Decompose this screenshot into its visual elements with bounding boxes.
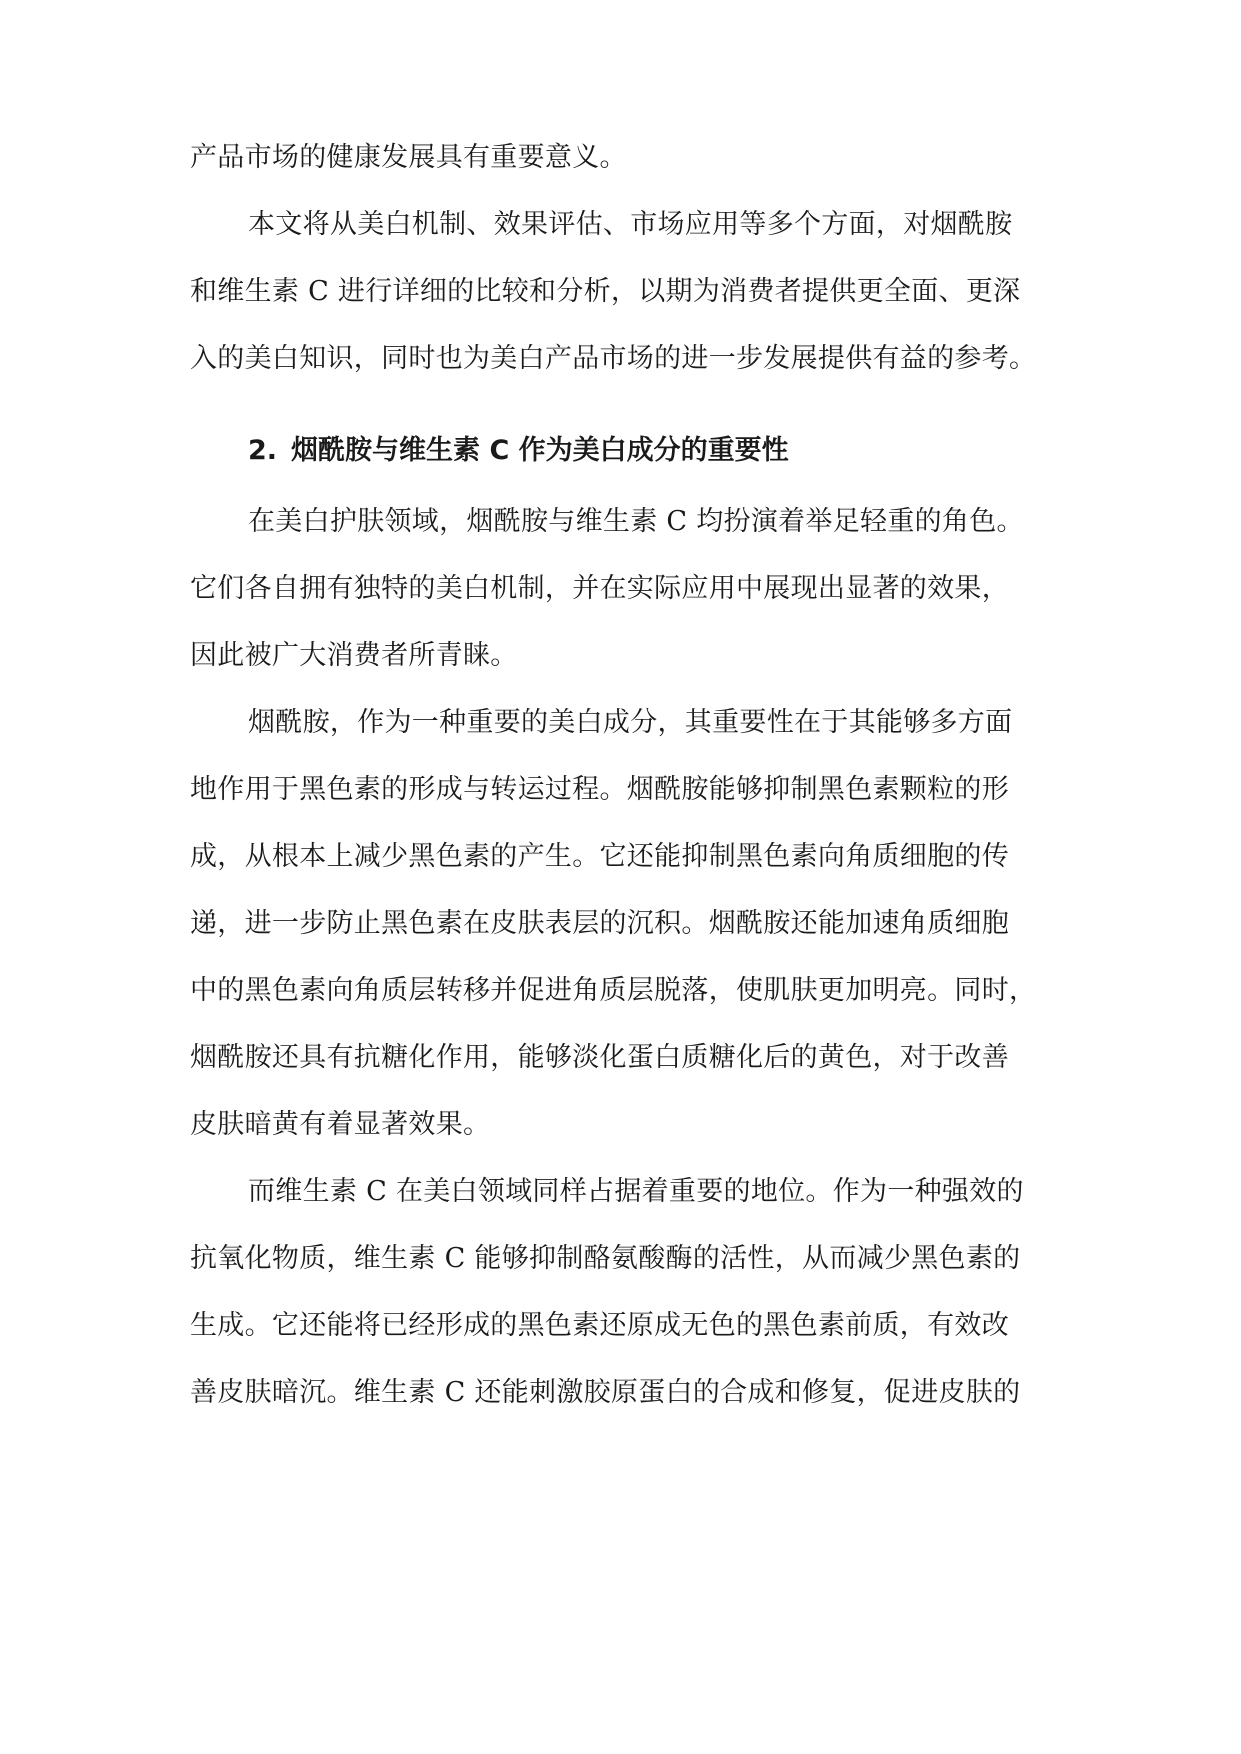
paragraph-line: 本文将从美白机制、效果评估、市场应用等多个方面，对烟酰胺 <box>248 209 1013 240</box>
paragraph-line: 入的美白知识，同时也为美白产品市场的进一步发展提供有益的参考。 <box>190 343 1037 374</box>
paragraph-line: 它们各自拥有独特的美白机制，并在实际应用中展现出显著的效果， <box>190 573 1009 604</box>
paragraph-line: 而维生素 C 在美白领域同样占据着重要的地位。作为一种强效的 <box>248 1176 1024 1207</box>
paragraph-line: 烟酰胺，作为一种重要的美白成分，其重要性在于其能够多方面 <box>248 707 1013 738</box>
paragraph-line: 在美白护肤领域，烟酰胺与维生素 C 均扮演着举足轻重的角色。 <box>248 506 1024 537</box>
paragraph-line: 生成。它还能将已经形成的黑色素还原成无色的黑色素前质，有效改 <box>190 1310 1009 1341</box>
section-heading <box>248 433 789 469</box>
paragraph-line: 烟酰胺还具有抗糖化作用，能够淡化蛋白质糖化后的黄色，对于改善 <box>190 1042 1009 1073</box>
paragraph-line: 抗氧化物质，维生素 C 能够抑制酪氨酸酶的活性，从而减少黑色素的 <box>190 1243 1021 1274</box>
paragraph-line: 产品市场的健康发展具有重要意义。 <box>190 142 627 173</box>
section-number: 2. <box>248 435 278 466</box>
paragraph-line: 皮肤暗黄有着显著效果。 <box>190 1109 491 1140</box>
paragraph-line: 地作用于黑色素的形成与转运过程。烟酰胺能够抑制黑色素颗粒的形 <box>190 774 1009 805</box>
paragraph-line: 善皮肤暗沉。维生素 C 还能刺激胶原蛋白的合成和修复，促进皮肤的 <box>190 1377 1021 1408</box>
paragraph-line: 中的黑色素向角质层转移并促进角质层脱落，使肌肤更加明亮。同时， <box>190 975 1037 1006</box>
section-title: 烟酰胺与维生素 C 作为美白成分的重要性 <box>291 435 789 466</box>
paragraph-line: 成，从根本上减少黑色素的产生。它还能抑制黑色素向角质细胞的传 <box>190 841 1009 872</box>
paragraph-line: 因此被广大消费者所青睐。 <box>190 640 518 671</box>
paragraph-line: 和维生素 C 进行详细的比较和分析，以期为消费者提供更全面、更深 <box>190 276 1021 307</box>
paragraph-line: 递，进一步防止黑色素在皮肤表层的沉积。烟酰胺还能加速角质细胞 <box>190 908 1009 939</box>
